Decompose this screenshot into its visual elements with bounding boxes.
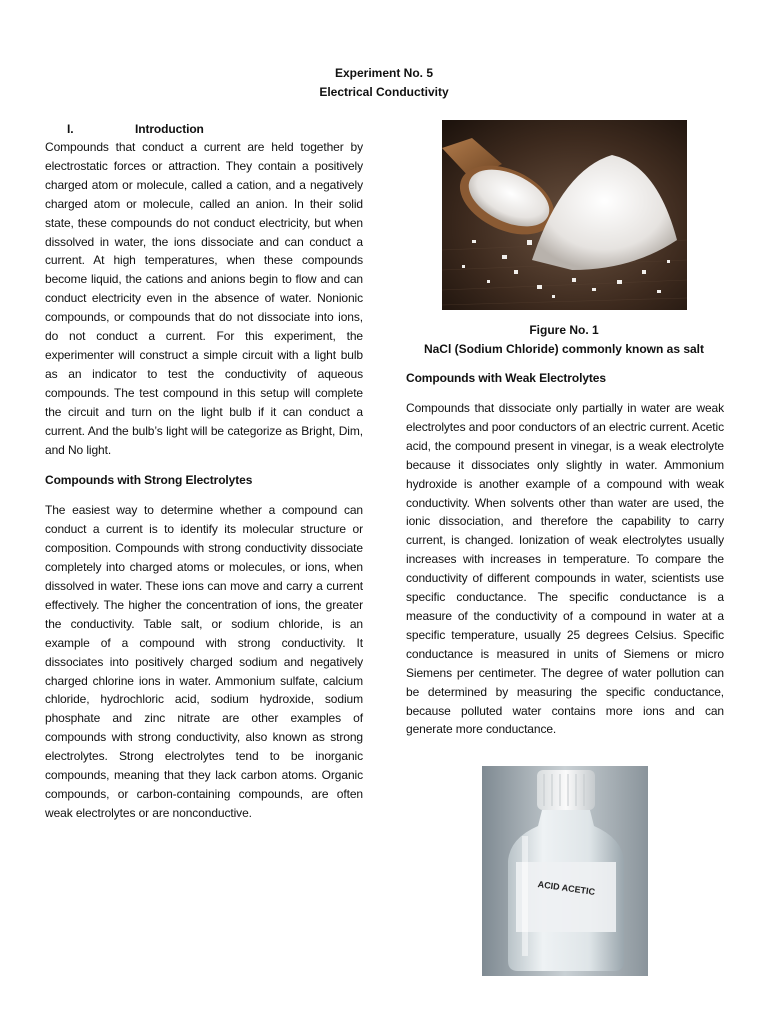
section-title: Introduction bbox=[135, 122, 204, 136]
bottle-label-text: ACID ACETIC bbox=[537, 879, 596, 897]
bottle-image bbox=[482, 766, 648, 976]
figure-caption-text: NaCl (Sodium Chloride) commonly known as salt bbox=[423, 342, 705, 356]
introduction-heading bbox=[45, 120, 363, 138]
left-column bbox=[45, 120, 363, 823]
salt-image bbox=[442, 120, 687, 310]
strong-electrolytes-heading: Compounds with Strong Electrolytes bbox=[45, 473, 253, 488]
acetic-acid-bottle-photo bbox=[482, 766, 648, 976]
section-number: I. bbox=[67, 122, 74, 136]
right-column bbox=[406, 369, 724, 739]
experiment-number: Experiment No. 5 bbox=[334, 66, 434, 80]
figure-caption-number: Figure No. 1 bbox=[529, 323, 599, 337]
experiment-title: Electrical Conductivity bbox=[319, 85, 449, 99]
weak-electrolytes-heading: Compounds with Weak Electrolytes bbox=[406, 371, 606, 385]
introduction-paragraph: Compounds that conduct a current are held together by electrostatic forces or attraction. They contain a positively charged atom or molecule, called a cation, and a negatively charged atom or molecule, called an anion. In their solid state, these compounds do not conduct electricity, but when dissolved in water, the ions dissociate and can conduct a current. At high temperatures, when these compounds become liquid, the cations and anions begin to flow and can conduct electricity even in the absence of water. Nonionic compounds, or compounds that do not dissociate into ions, do not conduct a current. For this experiment, the experimenter will construct a simple circuit with a light bulb as an indicator to test the conductivity of aqueous compounds. The test compound in this setup will complete the circuit and turn on the light bulb if it can conduct a current. And the bulb’s light will be categorize as Bright, Dim, and No light. bbox=[45, 140, 363, 457]
strong-electrolytes-paragraph: The easiest way to determine whether a compound can conduct a current is to identify its molecular structure or composition. Compounds with strong conductivity dissociate completely into charged atoms or molecules, or ions, when dissolved in water. These ions can move and carry a current effectively. The higher the concentration of ions, the greater the conductivity. Table salt, or sodium chloride, is an example of a compound with strong conductivity. It dissociates into positively charged sodium and negatively charged chlorine ions in water. Ammonium sulfate, calcium chloride, hydrochloric acid, sodium hydroxide, sodium phosphate and zinc nitrate are other examples of compounds with strong conductivity, also known as strong electrolytes. Strong electrolytes tend to be inorganic compounds, meaning that they lack carbon atoms. Organic compounds, or carbon-containing compounds, are often weak electrolytes or are nonconductive. bbox=[45, 503, 363, 820]
salt-photo bbox=[442, 120, 687, 310]
weak-electrolytes-paragraph: Compounds that dissociate only partially in water are weak electrolytes and poor conductors of an electric current. Acetic acid, the compound present in vinegar, is a weak electrolyte because it dissociates only slightly in water. Ammonium hydroxide is another example of a compound with weak conductivity. When solvents other than water are used, the ionic dissociation, and therefore the capability to carry current, is changed. Ionization of weak electrolytes usually increases with increases in temperature. To compare the conductivity of different compounds in water, scientists use specific conductance. The specific conductance is a measure of the conductivity of a compound in water at a specific temperature, usually 25 degrees Celsius. Specific conductance is measured in units of Siemens or micro Siemens per centimeter. The degree of water pollution can be determined by measuring the specific conductance, because polluted water contains more ions and can generate more conductance. bbox=[406, 401, 724, 737]
